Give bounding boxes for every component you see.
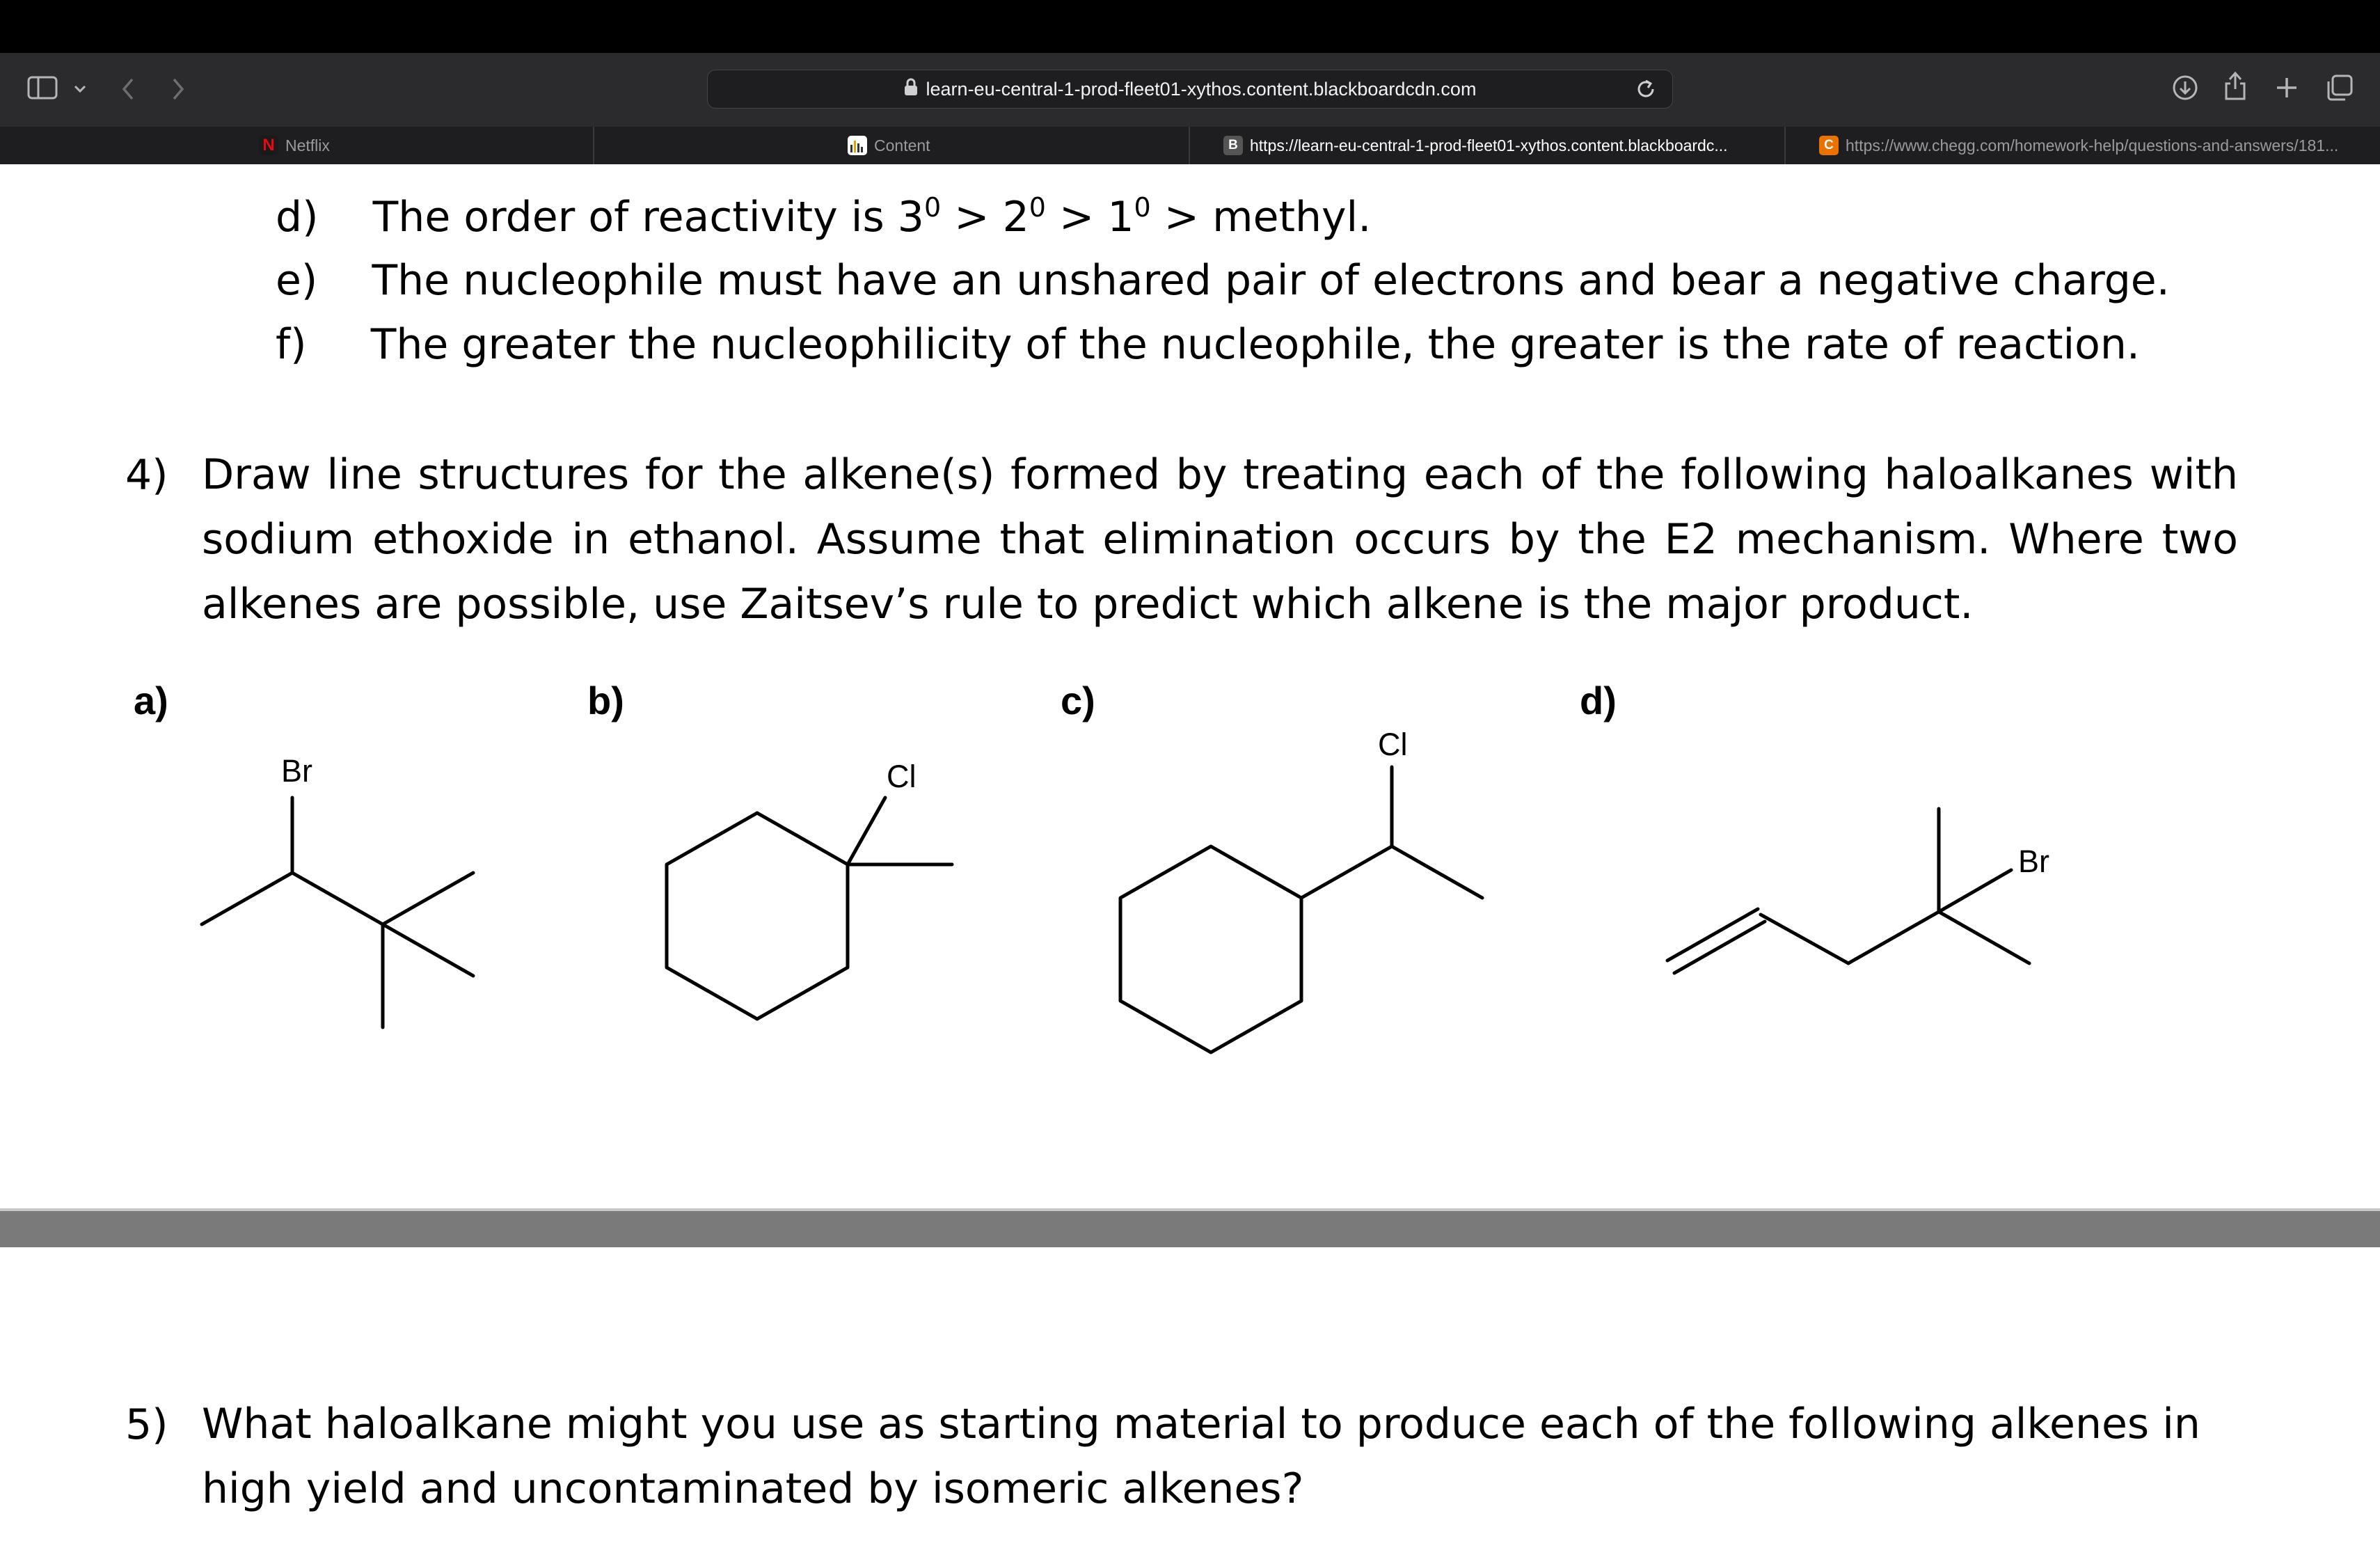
lock-icon xyxy=(904,78,918,101)
item-marker: e) xyxy=(276,256,318,305)
item-f: f) The greater the nucleophilicity of the nucleophile, the greater is the rate of reaction. xyxy=(276,320,2140,369)
tab-overview-icon[interactable] xyxy=(2323,71,2356,104)
atom-label-br-d: Br xyxy=(2018,844,2049,879)
tab-chegg[interactable] xyxy=(1819,127,2338,164)
structure-c-molecule xyxy=(1120,767,1482,1052)
address-bar[interactable] xyxy=(707,70,1673,109)
structures-drawing xyxy=(0,164,2380,1208)
question-4-text: Draw line structures for the alkene(s) formed by treating each of the following haloalkanes with sodium ethoxide in ethanol. Assume that elimination occurs by the E2 mechanism. Where two alkenes are possible, use Zaitsev’s rule to predict which alkene is the major product. xyxy=(202,450,2238,629)
item-e: e) The nucleophile must have an unshared pair of electrons and bear a negative charge. xyxy=(276,256,2170,305)
question-5-number: 5) xyxy=(125,1400,168,1449)
structure-label-a: a) xyxy=(134,679,168,722)
item-marker: d) xyxy=(276,193,319,242)
tab-separator xyxy=(1784,127,1786,164)
question-4-number: 4) xyxy=(125,451,168,500)
question-5-text: What haloalkane might you use as starting material to produce each of the following alkenes in high yield and uncontaminated by isomeric alkenes? xyxy=(202,1400,2200,1513)
chart-favicon-icon xyxy=(848,136,867,155)
chegg-favicon-icon: C xyxy=(1819,136,1839,155)
structure-d-molecule xyxy=(1667,809,2029,973)
structure-b-molecule xyxy=(667,798,952,1019)
back-icon[interactable] xyxy=(114,72,142,106)
item-d: d) The order of reactivity is $3^0 > 2^0 > 1^0$ > methyl. xyxy=(276,192,1372,242)
page-edge xyxy=(0,1208,2380,1211)
tab-label: https://learn-eu-central-1-prod-fleet01-xythos.content.blackboardc... xyxy=(1250,136,1728,155)
tab-label: Netflix xyxy=(285,136,330,155)
sidebar-icon[interactable] xyxy=(25,74,60,102)
item-marker: f) xyxy=(276,320,307,369)
tab-netflix[interactable] xyxy=(259,127,330,164)
forward-icon[interactable] xyxy=(164,72,192,106)
chevron-down-icon[interactable] xyxy=(70,81,90,97)
structure-label-b: b) xyxy=(587,679,624,722)
page-gap xyxy=(0,1208,2380,1247)
atom-label-cl-b: Cl xyxy=(887,759,917,794)
menu-bar xyxy=(0,0,2380,53)
atom-label-cl-c: Cl xyxy=(1378,727,1408,762)
tab-separator xyxy=(1189,127,1190,164)
tab-label: Content xyxy=(874,136,930,155)
pdf-page-next xyxy=(0,1247,2380,1541)
url-text: learn-eu-central-1-prod-fleet01-xythos.content.blackboardcdn.com xyxy=(926,78,1477,100)
new-tab-icon[interactable] xyxy=(2271,72,2302,103)
tab-blackboard[interactable] xyxy=(1223,127,1728,164)
structure-label-d: d) xyxy=(1580,679,1617,722)
download-icon[interactable] xyxy=(2170,72,2200,103)
netflix-favicon-icon: N xyxy=(259,136,278,155)
blackboard-favicon-icon: B xyxy=(1223,136,1243,155)
tab-separator xyxy=(593,127,594,164)
atom-label-br-a: Br xyxy=(281,753,312,789)
structure-label-c: c) xyxy=(1061,679,1095,722)
share-icon[interactable] xyxy=(2220,68,2251,103)
tab-label: https://www.chegg.com/homework-help/questions-and-answers/181... xyxy=(1846,136,2339,155)
reload-icon[interactable] xyxy=(1635,78,1657,105)
structure-a-molecule xyxy=(202,798,473,1027)
tab-content[interactable] xyxy=(848,127,930,164)
